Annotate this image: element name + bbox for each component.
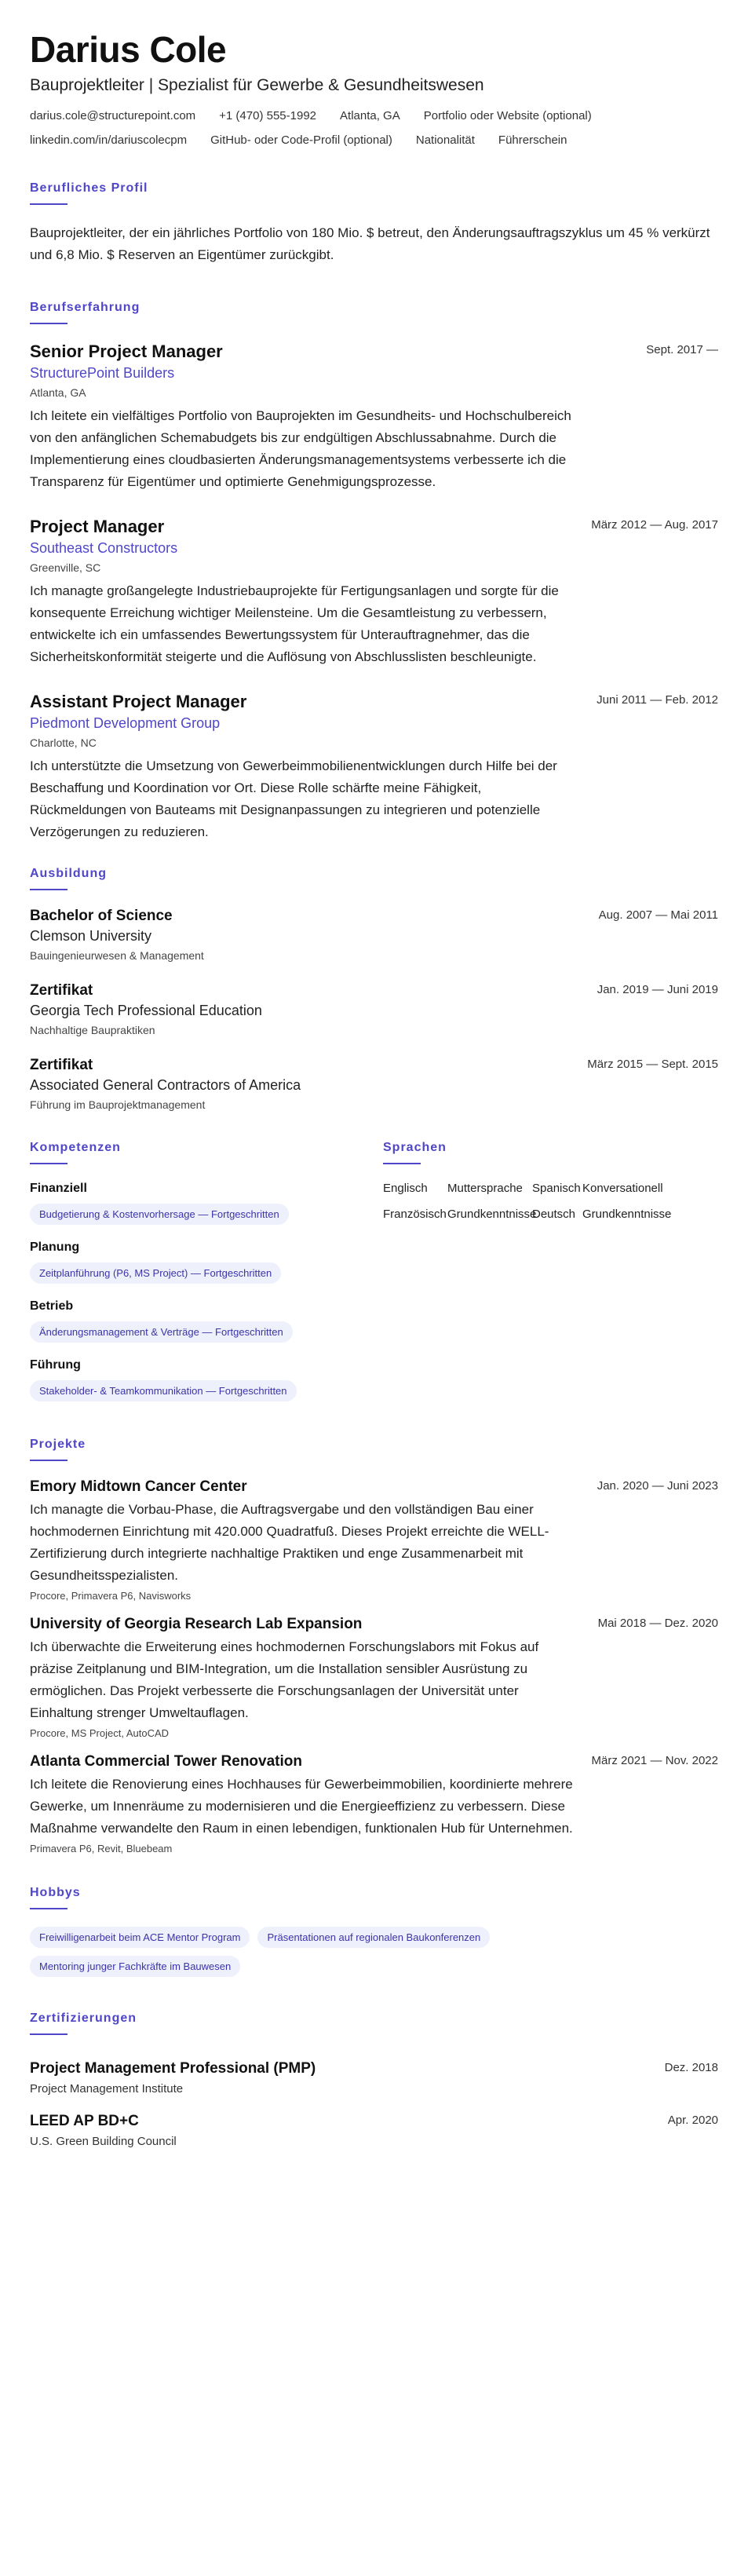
section-divider <box>30 203 68 205</box>
certification-issuer: Project Management Institute <box>30 2081 184 2096</box>
job-company: Piedmont Development Group <box>30 714 221 731</box>
contact-github[interactable]: GitHub- oder Code-Profil (optional) <box>210 133 392 147</box>
language-level: Konversationell <box>582 1181 663 1195</box>
job-company: Southeast Constructors <box>30 539 178 556</box>
job-location: Charlotte, NC <box>30 736 97 749</box>
skill-group <box>30 1240 383 1284</box>
language-list <box>383 1182 718 1221</box>
project-entry <box>30 1478 718 1602</box>
languages-section <box>383 1141 718 1417</box>
hobby-chip: Präsentationen auf regionalen Baukonferenzen <box>257 1927 490 1948</box>
education-field: Führung im Bauprojektmanagement <box>30 1098 206 1111</box>
section-title: Berufserfahrung <box>30 300 140 314</box>
skill-category: Betrieb <box>30 1299 74 1313</box>
job-location: Atlanta, GA <box>30 385 86 399</box>
section-divider <box>383 1163 421 1164</box>
contact-location: Atlanta, GA <box>340 108 400 122</box>
language-name: Spanisch <box>532 1181 581 1195</box>
section-divider <box>30 889 68 890</box>
job-title: Project Manager <box>30 516 165 536</box>
job-title: Assistant Project Manager <box>30 691 247 711</box>
skill-group <box>30 1299 383 1343</box>
project-description: Ich managte die Vorbau-Phase, die Auftragsvergabe und den vollständigen Bau einer hochmodernen Einrichtung mit 420.000 Quadratfuß. Dieses Projekt erreichte die WELL-Zertifizierung durch integrierte nachhaltige Praktiken und enge Zusammenarbeit mit Gesundheitsspezialisten. <box>30 1501 549 1583</box>
education-degree: Bachelor of Science <box>30 907 173 924</box>
language-name: Englisch <box>383 1181 428 1195</box>
section-divider <box>30 323 68 324</box>
project-date: Jan. 2020 — Juni 2023 <box>597 1478 718 1493</box>
contact-email[interactable]: darius.cole@structurepoint.com <box>30 108 196 122</box>
contact-linkedin[interactable]: linkedin.com/in/dariuscolecpm <box>30 133 188 147</box>
certification-date: Dez. 2018 <box>664 2060 718 2074</box>
section-divider <box>30 1460 68 1461</box>
education-date: März 2015 — Sept. 2015 <box>587 1057 718 1071</box>
skill-group <box>30 1182 383 1225</box>
hobbies-section <box>30 1886 718 1977</box>
contact-list <box>30 109 718 147</box>
job-description: Ich managte großangelegte Industriebauprojekte für Fertigungsanlagen und sorgte für die konsequente Erreichung wichtiger Meilensteine. Um die Gesamtleistung zu verbessern, entwickelte ich ein umfassendes Bewertungssystem für Unterauftragnehmer, das die Sicherheitskonformität steigerte und die Auflösung von Abschlusslisten beschleunigte. <box>30 583 559 664</box>
profile-section <box>30 181 718 266</box>
skill-chip: Änderungsmanagement & Verträge — Fortgeschritten <box>30 1321 293 1343</box>
education-date: Aug. 2007 — Mai 2011 <box>598 908 718 922</box>
project-title: University of Georgia Research Lab Expansion <box>30 1615 363 1632</box>
contact-portfolio[interactable]: Portfolio oder Website (optional) <box>423 108 592 122</box>
project-entry <box>30 1616 718 1739</box>
section-title: Berufliches Profil <box>30 181 148 195</box>
job-date: Juni 2011 — Feb. 2012 <box>597 692 718 707</box>
resume-header <box>30 30 718 147</box>
education-school: Georgia Tech Professional Education <box>30 1002 262 1018</box>
project-description: Ich leitete die Renovierung eines Hochhauses für Gewerbeimmobilien, koordinierte mehrere Gewerke, um Innenräume zu modernisieren und die Energieeffizienz zu verbessern. Diese Maßnahme verwandelte den Raum in einen lebendigen, funktionalen Hub für Unternehmen. <box>30 1776 573 1836</box>
education-degree: Zertifikat <box>30 981 93 999</box>
skills-languages-row <box>30 1141 718 1417</box>
job-entry <box>30 692 718 843</box>
job-location: Greenville, SC <box>30 561 101 574</box>
project-tools: Procore, Primavera P6, Navisworks <box>30 1589 192 1602</box>
project-tools: Procore, MS Project, AutoCAD <box>30 1726 170 1739</box>
education-entry <box>30 982 718 1036</box>
job-entry <box>30 342 718 493</box>
job-company: StructurePoint Builders <box>30 364 175 381</box>
language-name: Französisch <box>383 1207 447 1221</box>
certification-entry <box>30 2113 718 2148</box>
language-name: Deutsch <box>532 1207 576 1221</box>
section-title: Sprachen <box>383 1140 447 1154</box>
job-description: Ich unterstützte die Umsetzung von Gewerbeimmobilienentwicklungen durch Hilfe bei der Beschaffung und Koordination vor Ort. Diese Rolle schärfte meine Fähigkeit, Rückmeldungen von Bauteams mit Designanpassungen zu integrieren und potenzielle Verzögerungen zu reduzieren. <box>30 758 557 839</box>
project-title: Atlanta Commercial Tower Renovation <box>30 1752 302 1770</box>
skill-chip: Stakeholder- & Teamkommunikation — Fortgeschritten <box>30 1380 297 1401</box>
skill-category: Führung <box>30 1357 81 1372</box>
section-title: Kompetenzen <box>30 1140 121 1154</box>
language-level: Grundkenntnisse <box>582 1207 672 1221</box>
skill-chip: Zeitplanführung (P6, MS Project) — Fortgeschritten <box>30 1262 281 1284</box>
job-date: Sept. 2017 — <box>646 342 718 356</box>
job-description: Ich leitete ein vielfältiges Portfolio von Bauprojekten im Gesundheits- und Hochschulbereich von den anfänglichen Schemabudgets bis zur endgültigen Abschlussabnahme. Durch die Implementierung eines cloudbasierten Änderungsmanagementsystems verbesserte ich die Transparenz für Eigentümer und optimierte Genehmigungsprozesse. <box>30 407 571 489</box>
project-tools: Primavera P6, Revit, Bluebeam <box>30 1842 173 1854</box>
project-description: Ich überwachte die Erweiterung eines hochmodernen Forschungslabors mit Fokus auf präzise Zeitplanung und BIM-Integration, um die Installation sensibler Ausrüstung zu ermöglichen. Das Projekt verbesserte die Forschungsanlagen der Universität unter Einhaltung strenger Umweltauflagen. <box>30 1639 539 1720</box>
section-title: Ausbildung <box>30 866 107 880</box>
language-level: Muttersprache <box>447 1181 523 1195</box>
hobby-list <box>30 1927 595 1977</box>
skill-category: Finanziell <box>30 1181 87 1195</box>
education-school: Clemson University <box>30 927 152 944</box>
section-title: Hobbys <box>30 1885 81 1899</box>
job-entry <box>30 517 718 668</box>
education-field: Bauingenieurwesen & Management <box>30 948 204 962</box>
skill-group <box>30 1358 383 1401</box>
certification-name: Project Management Professional (PMP) <box>30 2059 316 2077</box>
experience-section <box>30 301 718 843</box>
contact-license: Führerschein <box>498 133 567 147</box>
contact-phone[interactable]: +1 (470) 555-1992 <box>219 108 317 122</box>
job-date: März 2012 — Aug. 2017 <box>591 517 718 532</box>
education-degree: Zertifikat <box>30 1056 93 1073</box>
certification-name: LEED AP BD+C <box>30 2112 139 2129</box>
skill-chip: Budgetierung & Kostenvorhersage — Fortgeschritten <box>30 1204 289 1225</box>
section-divider <box>30 2033 68 2035</box>
candidate-headline: Bauprojektleiter | Spezialist für Gewerbe & Gesundheitswesen <box>30 75 484 94</box>
section-divider <box>30 1908 68 1909</box>
job-title: Senior Project Manager <box>30 341 223 361</box>
profile-summary: Bauprojektleiter, der ein jährliches Portfolio von 180 Mio. $ betreut, den Änderungsauftragszyklus um 45 % verkürzt und 6,8 Mio. $ Reserven an Eigentümer zurückgibt. <box>30 225 710 262</box>
education-section <box>30 867 718 1111</box>
education-school: Associated General Contractors of America <box>30 1076 301 1093</box>
contact-nationality: Nationalität <box>415 133 475 147</box>
language-level: Grundkenntnisse <box>447 1207 537 1221</box>
skills-section <box>30 1141 383 1417</box>
education-entry <box>30 1057 718 1111</box>
section-title: Projekte <box>30 1437 86 1451</box>
project-date: Mai 2018 — Dez. 2020 <box>597 1616 718 1630</box>
candidate-name: Darius Cole <box>30 29 227 70</box>
section-divider <box>30 1163 68 1164</box>
section-title: Zertifizierungen <box>30 2011 137 2025</box>
certification-entry <box>30 2060 718 2096</box>
certifications-section <box>30 2011 718 2148</box>
projects-section <box>30 1438 718 1854</box>
education-date: Jan. 2019 — Juni 2019 <box>597 982 718 996</box>
certification-date: Apr. 2020 <box>667 2113 718 2127</box>
hobby-chip: Freiwilligenarbeit beim ACE Mentor Program <box>30 1927 250 1948</box>
project-date: März 2021 — Nov. 2022 <box>591 1753 718 1767</box>
certification-issuer: U.S. Green Building Council <box>30 2134 177 2148</box>
project-entry <box>30 1753 718 1854</box>
project-title: Emory Midtown Cancer Center <box>30 1478 247 1495</box>
skill-category: Planung <box>30 1240 80 1254</box>
education-field: Nachhaltige Baupraktiken <box>30 1023 155 1036</box>
hobby-chip: Mentoring junger Fachkräfte im Bauwesen <box>30 1956 240 1977</box>
education-entry <box>30 908 718 962</box>
